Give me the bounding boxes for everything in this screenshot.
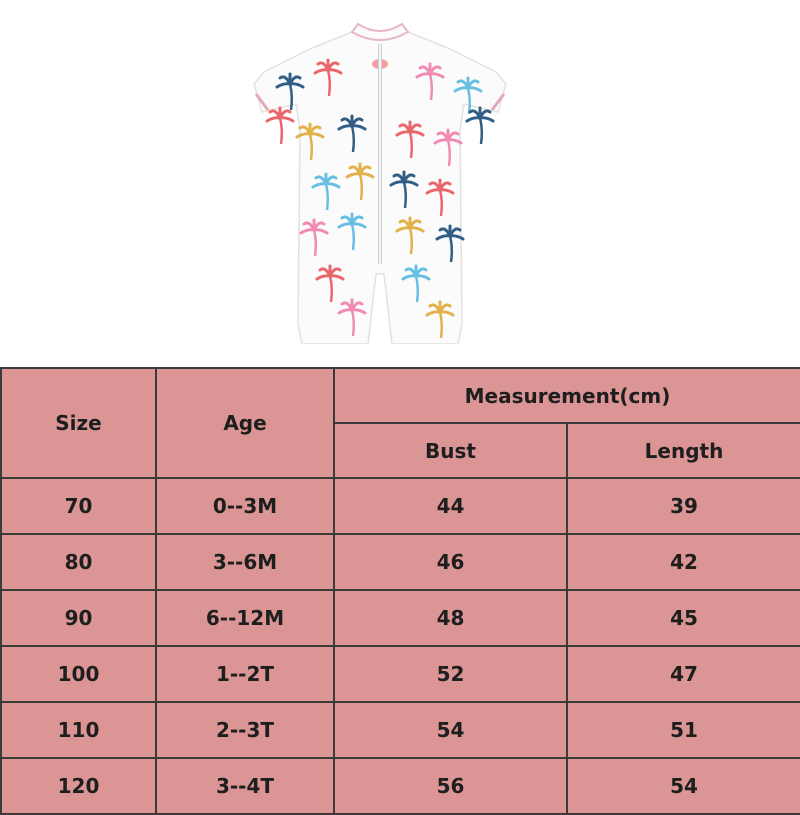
table-row <box>1 758 800 814</box>
measurement-header: Measurement(cm) <box>334 368 800 423</box>
table-row <box>1 702 800 758</box>
table-row <box>1 646 800 702</box>
product-image <box>240 14 520 344</box>
age-cell: 0--3M <box>156 478 334 534</box>
bust-cell: 46 <box>334 534 567 590</box>
size-header: Size <box>1 368 156 478</box>
bust-header: Bust <box>334 423 567 478</box>
length-header: Length <box>567 423 800 478</box>
palm-tree-motif <box>267 108 293 144</box>
size-cell: 90 <box>1 590 156 646</box>
length-cell: 42 <box>567 534 800 590</box>
size-cell: 110 <box>1 702 156 758</box>
length-cell: 39 <box>567 478 800 534</box>
size-cell: 100 <box>1 646 156 702</box>
bust-cell: 56 <box>334 758 567 814</box>
length-cell: 45 <box>567 590 800 646</box>
size-cell: 80 <box>1 534 156 590</box>
bust-cell: 52 <box>334 646 567 702</box>
size-chart-table <box>0 367 800 815</box>
bust-cell: 44 <box>334 478 567 534</box>
age-cell: 1--2T <box>156 646 334 702</box>
table-row <box>1 590 800 646</box>
age-header: Age <box>156 368 334 478</box>
length-cell: 54 <box>567 758 800 814</box>
palm-tree-motif <box>467 108 493 144</box>
age-cell: 3--6M <box>156 534 334 590</box>
length-cell: 51 <box>567 702 800 758</box>
table-row <box>1 478 800 534</box>
size-cell: 120 <box>1 758 156 814</box>
age-cell: 6--12M <box>156 590 334 646</box>
age-cell: 2--3T <box>156 702 334 758</box>
length-cell: 47 <box>567 646 800 702</box>
bust-cell: 54 <box>334 702 567 758</box>
table-row <box>1 534 800 590</box>
romper-illustration <box>240 14 520 344</box>
age-cell: 3--4T <box>156 758 334 814</box>
bust-cell: 48 <box>334 590 567 646</box>
size-cell: 70 <box>1 478 156 534</box>
